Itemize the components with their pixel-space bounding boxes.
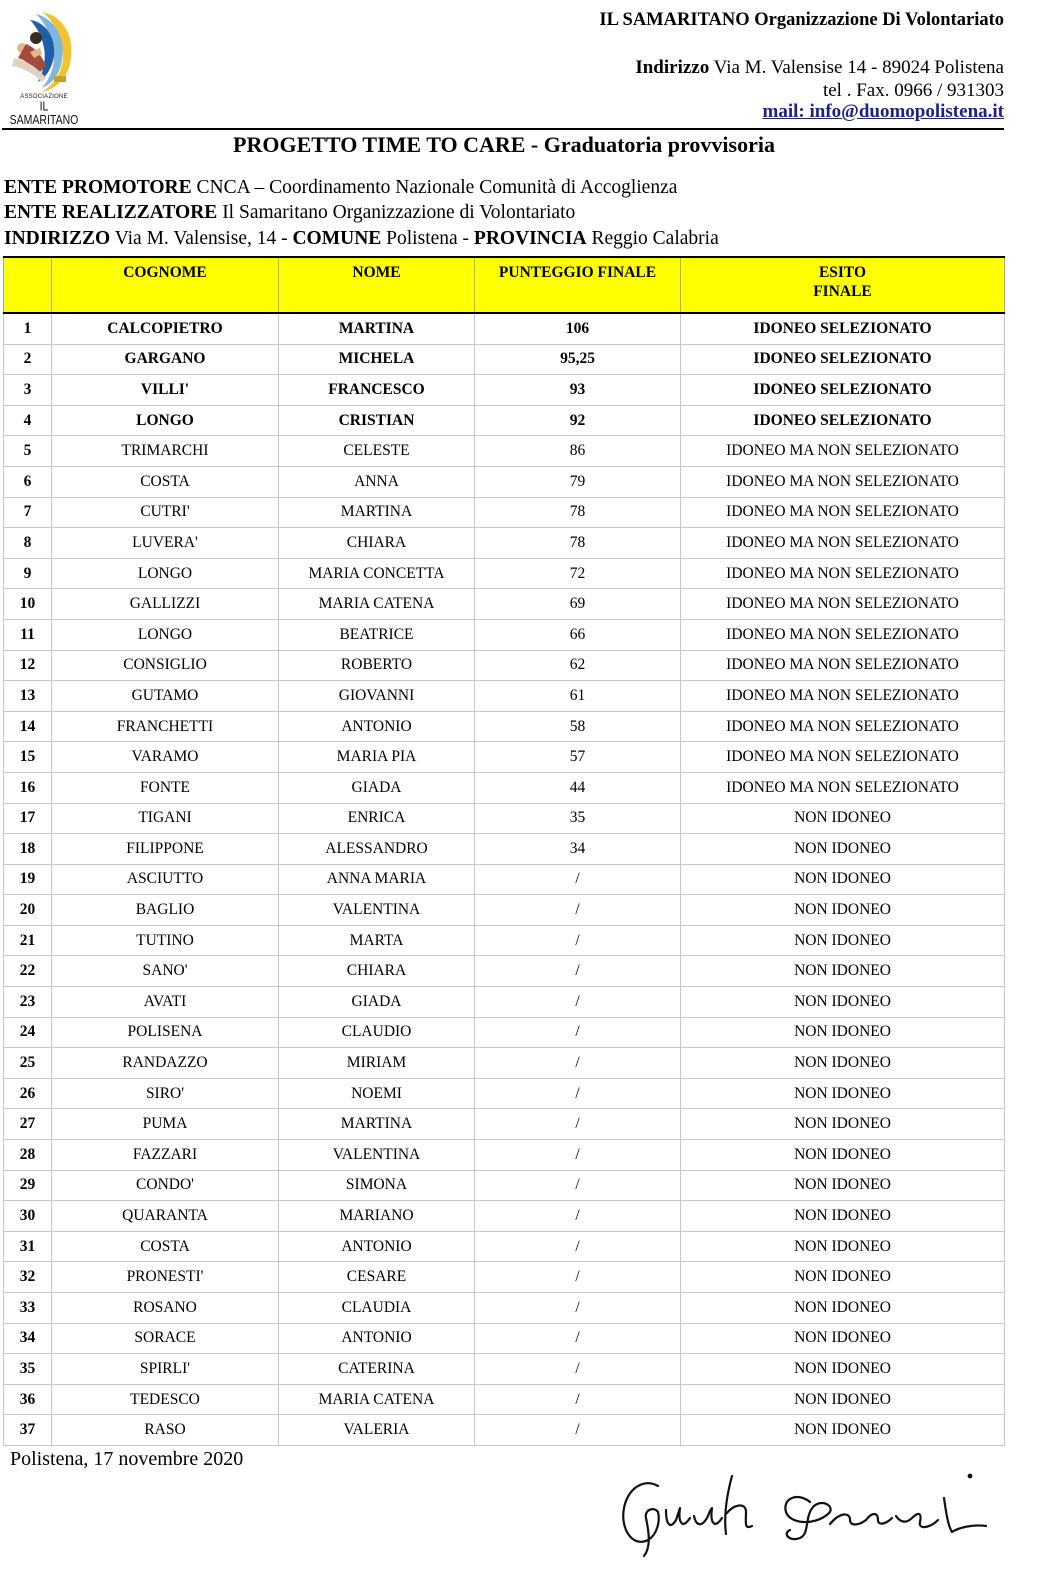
row-number: 17 xyxy=(4,803,52,834)
row-esito: NON IDONEO xyxy=(681,1140,1005,1171)
table-row xyxy=(4,1354,1005,1385)
row-esito: NON IDONEO xyxy=(681,1109,1005,1140)
row-number: 1 xyxy=(4,313,52,344)
row-number: 34 xyxy=(4,1323,52,1354)
row-cognome: GALLIZZI xyxy=(52,589,279,620)
row-nome: GIADA xyxy=(279,772,475,803)
row-punteggio: 95,25 xyxy=(475,344,681,375)
row-esito: IDONEO MA NON SELEZIONATO xyxy=(681,589,1005,620)
row-number: 8 xyxy=(4,528,52,559)
table-row xyxy=(4,1078,1005,1109)
organization-name: IL SAMARITANO Organizzazione Di Volontariato xyxy=(599,10,1004,30)
row-nome: MARIA CONCETTA xyxy=(279,558,475,589)
provincia-value: Reggio Calabria xyxy=(586,228,719,249)
logo-big-text: IL SAMARITANO xyxy=(9,99,79,128)
row-cognome: COSTA xyxy=(52,466,279,497)
signature-icon xyxy=(614,1468,994,1563)
row-number: 16 xyxy=(4,772,52,803)
row-nome: VALENTINA xyxy=(279,1140,475,1171)
row-esito: IDONEO MA NON SELEZIONATO xyxy=(681,466,1005,497)
row-esito: IDONEO SELEZIONATO xyxy=(681,405,1005,436)
row-esito: IDONEO MA NON SELEZIONATO xyxy=(681,772,1005,803)
row-punteggio: 44 xyxy=(475,772,681,803)
row-esito: NON IDONEO xyxy=(681,895,1005,926)
row-number: 13 xyxy=(4,681,52,712)
row-esito: NON IDONEO xyxy=(681,1262,1005,1293)
table-row xyxy=(4,772,1005,803)
table-row xyxy=(4,1201,1005,1232)
row-number: 21 xyxy=(4,925,52,956)
info-realizzatore xyxy=(4,202,575,224)
table-row xyxy=(4,650,1005,681)
row-nome: GIADA xyxy=(279,987,475,1018)
header-num xyxy=(4,257,52,313)
indirizzo-value: Via M. Valensise, 14 - xyxy=(110,228,293,249)
row-nome: MARTINA xyxy=(279,1109,475,1140)
row-number: 11 xyxy=(4,619,52,650)
header-esito-line2: FINALE xyxy=(813,283,872,300)
row-punteggio: 34 xyxy=(475,834,681,865)
indirizzo-label: INDIRIZZO xyxy=(4,228,111,249)
logo-small-text: ASSOCIAZIONE xyxy=(20,94,68,100)
header-punteggio: PUNTEGGIO FINALE xyxy=(475,257,681,313)
row-number: 6 xyxy=(4,466,52,497)
row-punteggio: / xyxy=(475,1415,681,1446)
table-row xyxy=(4,1231,1005,1262)
row-punteggio: / xyxy=(475,1109,681,1140)
table-body xyxy=(4,313,1005,1445)
row-number: 29 xyxy=(4,1170,52,1201)
row-nome: MARTA xyxy=(279,925,475,956)
row-nome: ALESSANDRO xyxy=(279,834,475,865)
row-nome: CRISTIAN xyxy=(279,405,475,436)
row-cognome: SPIRLI' xyxy=(52,1354,279,1385)
row-punteggio: 78 xyxy=(475,497,681,528)
row-punteggio: 72 xyxy=(475,558,681,589)
row-cognome: FILIPPONE xyxy=(52,834,279,865)
row-nome: ENRICA xyxy=(279,803,475,834)
row-cognome: CONDO' xyxy=(52,1170,279,1201)
row-esito: NON IDONEO xyxy=(681,1017,1005,1048)
row-esito: IDONEO MA NON SELEZIONATO xyxy=(681,497,1005,528)
row-punteggio: / xyxy=(475,1140,681,1171)
row-esito: NON IDONEO xyxy=(681,1201,1005,1232)
row-esito: NON IDONEO xyxy=(681,925,1005,956)
row-nome: ANTONIO xyxy=(279,1323,475,1354)
row-esito: IDONEO MA NON SELEZIONATO xyxy=(681,711,1005,742)
row-cognome: TEDESCO xyxy=(52,1384,279,1415)
row-number: 27 xyxy=(4,1109,52,1140)
row-esito: NON IDONEO xyxy=(681,1048,1005,1079)
row-punteggio: / xyxy=(475,1017,681,1048)
row-cognome: VILLI' xyxy=(52,375,279,406)
row-number: 26 xyxy=(4,1078,52,1109)
table-row xyxy=(4,956,1005,987)
header-cognome: COGNOME xyxy=(52,257,279,313)
header-mail-link[interactable]: mail: info@duomopolistena.it xyxy=(762,101,1004,122)
row-number: 5 xyxy=(4,436,52,467)
table-row xyxy=(4,1048,1005,1079)
row-cognome: RANDAZZO xyxy=(52,1048,279,1079)
table-row xyxy=(4,803,1005,834)
table-row xyxy=(4,864,1005,895)
table-row xyxy=(4,375,1005,406)
table-row xyxy=(4,1017,1005,1048)
row-punteggio: 93 xyxy=(475,375,681,406)
row-number: 15 xyxy=(4,742,52,773)
row-number: 33 xyxy=(4,1293,52,1324)
row-cognome: CALCOPIETRO xyxy=(52,313,279,344)
row-nome: FRANCESCO xyxy=(279,375,475,406)
row-esito: NON IDONEO xyxy=(681,1293,1005,1324)
row-esito: NON IDONEO xyxy=(681,803,1005,834)
row-cognome: CONSIGLIO xyxy=(52,650,279,681)
promotore-value: CNCA – Coordinamento Nazionale Comunità di Accoglienza xyxy=(191,177,678,198)
table-row xyxy=(4,1262,1005,1293)
table-row xyxy=(4,1170,1005,1201)
row-punteggio: 106 xyxy=(475,313,681,344)
row-number: 10 xyxy=(4,589,52,620)
row-punteggio: 92 xyxy=(475,405,681,436)
row-nome: CHIARA xyxy=(279,956,475,987)
row-esito: IDONEO SELEZIONATO xyxy=(681,375,1005,406)
row-number: 22 xyxy=(4,956,52,987)
row-cognome: GARGANO xyxy=(52,344,279,375)
row-number: 19 xyxy=(4,864,52,895)
row-punteggio: / xyxy=(475,1078,681,1109)
row-punteggio: / xyxy=(475,864,681,895)
row-cognome: POLISENA xyxy=(52,1017,279,1048)
row-number: 28 xyxy=(4,1140,52,1171)
row-cognome: FRANCHETTI xyxy=(52,711,279,742)
row-nome: MICHELA xyxy=(279,344,475,375)
header-telephone: tel . Fax. 0966 / 931303 xyxy=(822,80,1004,101)
row-punteggio: 66 xyxy=(475,619,681,650)
table-row xyxy=(4,681,1005,712)
address-value: Via M. Valensise 14 - 89024 Polistena xyxy=(709,57,1004,78)
row-number: 23 xyxy=(4,987,52,1018)
table-row xyxy=(4,619,1005,650)
table-row xyxy=(4,405,1005,436)
row-punteggio: / xyxy=(475,1354,681,1385)
row-punteggio: / xyxy=(475,1170,681,1201)
row-punteggio: / xyxy=(475,1262,681,1293)
table-row xyxy=(4,834,1005,865)
row-esito: NON IDONEO xyxy=(681,834,1005,865)
row-number: 37 xyxy=(4,1415,52,1446)
row-cognome: ASCIUTTO xyxy=(52,864,279,895)
row-esito: IDONEO MA NON SELEZIONATO xyxy=(681,681,1005,712)
provincia-label: PROVINCIA xyxy=(473,228,587,249)
header-nome: NOME xyxy=(279,257,475,313)
association-logo xyxy=(6,8,79,128)
table-row xyxy=(4,1323,1005,1354)
row-cognome: SORACE xyxy=(52,1323,279,1354)
row-punteggio: 86 xyxy=(475,436,681,467)
row-number: 12 xyxy=(4,650,52,681)
row-esito: IDONEO MA NON SELEZIONATO xyxy=(681,650,1005,681)
row-esito: NON IDONEO xyxy=(681,1354,1005,1385)
table-row xyxy=(4,528,1005,559)
row-cognome: PUMA xyxy=(52,1109,279,1140)
promotore-label: ENTE PROMOTORE xyxy=(4,177,192,198)
row-esito: NON IDONEO xyxy=(681,1170,1005,1201)
row-number: 9 xyxy=(4,558,52,589)
row-esito: NON IDONEO xyxy=(681,956,1005,987)
row-cognome: CUTRI' xyxy=(52,497,279,528)
table-row xyxy=(4,742,1005,773)
row-esito: IDONEO SELEZIONATO xyxy=(681,313,1005,344)
row-esito: NON IDONEO xyxy=(681,1384,1005,1415)
table-row xyxy=(4,1109,1005,1140)
row-nome: VALERIA xyxy=(279,1415,475,1446)
row-punteggio: / xyxy=(475,1323,681,1354)
row-nome: CESARE xyxy=(279,1262,475,1293)
row-esito: NON IDONEO xyxy=(681,1323,1005,1354)
ranking-table xyxy=(3,256,1005,1446)
row-number: 35 xyxy=(4,1354,52,1385)
row-nome: MIRIAM xyxy=(279,1048,475,1079)
row-cognome: SIRO' xyxy=(52,1078,279,1109)
table-row xyxy=(4,1384,1005,1415)
row-nome: ANNA xyxy=(279,466,475,497)
table-row xyxy=(4,925,1005,956)
document-title: PROGETTO TIME TO CARE - Graduatoria provvisoria xyxy=(233,132,775,157)
table-row xyxy=(4,1140,1005,1171)
address-label: Indirizzo xyxy=(635,57,710,78)
header-esito-line1: ESITO xyxy=(818,264,867,281)
table-row xyxy=(4,436,1005,467)
row-esito: IDONEO MA NON SELEZIONATO xyxy=(681,558,1005,589)
row-number: 3 xyxy=(4,375,52,406)
row-nome: GIOVANNI xyxy=(279,681,475,712)
row-esito: NON IDONEO xyxy=(681,1415,1005,1446)
row-nome: CLAUDIA xyxy=(279,1293,475,1324)
row-cognome: TIGANI xyxy=(52,803,279,834)
row-number: 32 xyxy=(4,1262,52,1293)
table-row xyxy=(4,987,1005,1018)
row-esito: NON IDONEO xyxy=(681,1231,1005,1262)
row-punteggio: 61 xyxy=(475,681,681,712)
row-number: 30 xyxy=(4,1201,52,1232)
row-nome: NOEMI xyxy=(279,1078,475,1109)
row-esito: NON IDONEO xyxy=(681,987,1005,1018)
row-nome: VALENTINA xyxy=(279,895,475,926)
row-nome: ANTONIO xyxy=(279,1231,475,1262)
row-cognome: TRIMARCHI xyxy=(52,436,279,467)
row-cognome: TUTINO xyxy=(52,925,279,956)
row-cognome: BAGLIO xyxy=(52,895,279,926)
row-punteggio: / xyxy=(475,956,681,987)
row-number: 25 xyxy=(4,1048,52,1079)
row-cognome: PRONESTI' xyxy=(52,1262,279,1293)
row-punteggio: / xyxy=(475,925,681,956)
row-nome: CELESTE xyxy=(279,436,475,467)
row-punteggio: / xyxy=(475,987,681,1018)
table-row xyxy=(4,497,1005,528)
info-indirizzo xyxy=(4,228,719,250)
row-number: 18 xyxy=(4,834,52,865)
realizzatore-label: ENTE REALIZZATORE xyxy=(4,202,218,223)
row-punteggio: / xyxy=(475,895,681,926)
row-nome: MARTINA xyxy=(279,497,475,528)
row-nome: CHIARA xyxy=(279,528,475,559)
row-punteggio: / xyxy=(475,1293,681,1324)
row-esito: NON IDONEO xyxy=(681,864,1005,895)
info-promotore xyxy=(4,177,677,199)
header-divider xyxy=(2,128,1004,130)
row-cognome: QUARANTA xyxy=(52,1201,279,1232)
place-date: Polistena, 17 novembre 2020 xyxy=(10,1448,244,1470)
row-number: 7 xyxy=(4,497,52,528)
row-punteggio: 78 xyxy=(475,528,681,559)
row-punteggio: 79 xyxy=(475,466,681,497)
row-cognome: LONGO xyxy=(52,619,279,650)
row-cognome: SANO' xyxy=(52,956,279,987)
table-row xyxy=(4,558,1005,589)
row-cognome: FAZZARI xyxy=(52,1140,279,1171)
comune-label: COMUNE xyxy=(292,228,382,249)
row-punteggio: / xyxy=(475,1201,681,1232)
row-punteggio: 69 xyxy=(475,589,681,620)
row-cognome: RASO xyxy=(52,1415,279,1446)
row-esito: IDONEO MA NON SELEZIONATO xyxy=(681,619,1005,650)
row-punteggio: 35 xyxy=(475,803,681,834)
row-nome: CATERINA xyxy=(279,1354,475,1385)
row-cognome: FONTE xyxy=(52,772,279,803)
header-address xyxy=(635,57,1004,79)
row-esito: IDONEO MA NON SELEZIONATO xyxy=(681,528,1005,559)
row-punteggio: 58 xyxy=(475,711,681,742)
table-row xyxy=(4,1415,1005,1446)
table-row xyxy=(4,1293,1005,1324)
row-esito: NON IDONEO xyxy=(681,1078,1005,1109)
row-nome: MARIA PIA xyxy=(279,742,475,773)
row-number: 14 xyxy=(4,711,52,742)
row-esito: IDONEO MA NON SELEZIONATO xyxy=(681,742,1005,773)
header-esito xyxy=(681,257,1005,313)
row-cognome: COSTA xyxy=(52,1231,279,1262)
row-nome: ANTONIO xyxy=(279,711,475,742)
row-cognome: AVATI xyxy=(52,987,279,1018)
row-cognome: VARAMO xyxy=(52,742,279,773)
table-header-row xyxy=(4,257,1005,313)
row-cognome: LUVERA' xyxy=(52,528,279,559)
row-nome: ROBERTO xyxy=(279,650,475,681)
row-cognome: ROSANO xyxy=(52,1293,279,1324)
row-cognome: LONGO xyxy=(52,558,279,589)
row-punteggio: 62 xyxy=(475,650,681,681)
row-nome: MARTINA xyxy=(279,313,475,344)
row-number: 24 xyxy=(4,1017,52,1048)
table-row xyxy=(4,895,1005,926)
row-nome: SIMONA xyxy=(279,1170,475,1201)
logo-caption xyxy=(6,94,82,128)
row-nome: MARIANO xyxy=(279,1201,475,1232)
row-punteggio: 57 xyxy=(475,742,681,773)
row-cognome: LONGO xyxy=(52,405,279,436)
row-number: 31 xyxy=(4,1231,52,1262)
row-number: 4 xyxy=(4,405,52,436)
row-nome: MARIA CATENA xyxy=(279,1384,475,1415)
row-punteggio: / xyxy=(475,1384,681,1415)
row-esito: IDONEO MA NON SELEZIONATO xyxy=(681,436,1005,467)
row-nome: CLAUDIO xyxy=(279,1017,475,1048)
realizzatore-value: Il Samaritano Organizzazione di Volontariato xyxy=(217,202,576,223)
table-row xyxy=(4,589,1005,620)
row-nome: BEATRICE xyxy=(279,619,475,650)
table-row xyxy=(4,344,1005,375)
row-number: 36 xyxy=(4,1384,52,1415)
table-row xyxy=(4,466,1005,497)
row-number: 2 xyxy=(4,344,52,375)
row-punteggio: / xyxy=(475,1231,681,1262)
table-row xyxy=(4,711,1005,742)
row-number: 20 xyxy=(4,895,52,926)
row-nome: ANNA MARIA xyxy=(279,864,475,895)
table-row xyxy=(4,313,1005,344)
row-esito: IDONEO SELEZIONATO xyxy=(681,344,1005,375)
row-nome: MARIA CATENA xyxy=(279,589,475,620)
row-cognome: GUTAMO xyxy=(52,681,279,712)
samaritan-logo-icon xyxy=(6,8,78,94)
row-punteggio: / xyxy=(475,1048,681,1079)
comune-value: Polistena - xyxy=(381,228,474,249)
